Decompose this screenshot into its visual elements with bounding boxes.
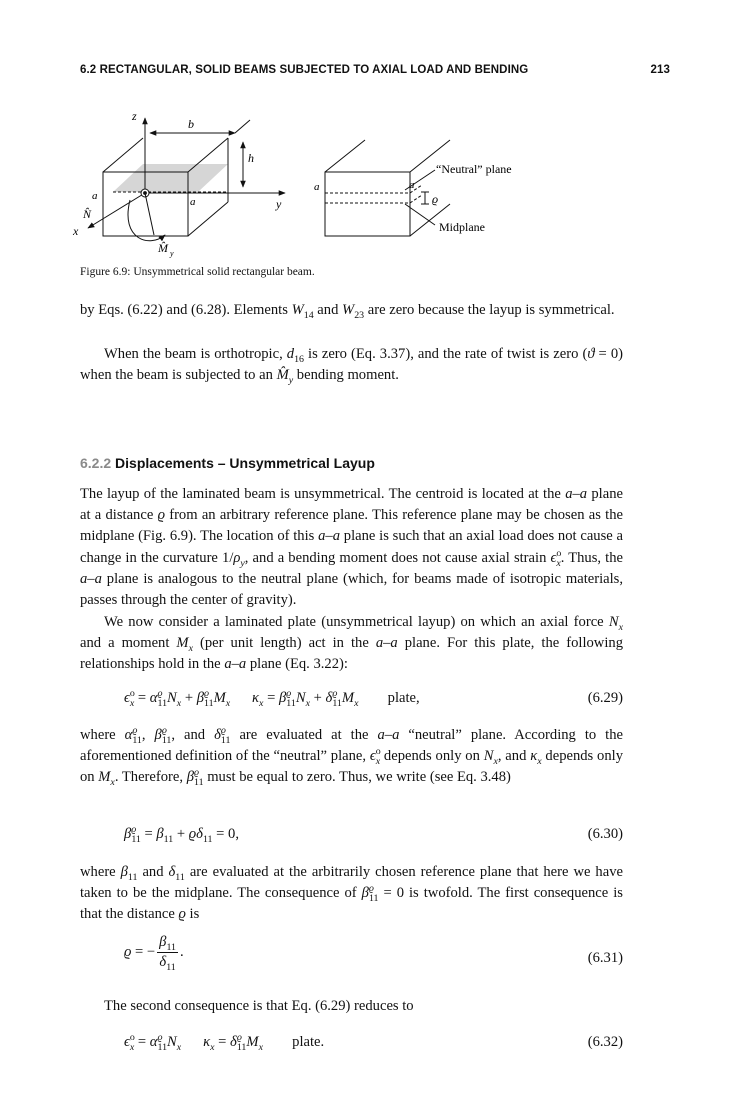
- eq-6-29-word: plate,: [387, 690, 420, 706]
- label-h: h: [248, 151, 254, 165]
- figure-caption: Figure 6.9: Unsymmetrical solid rectangular beam.: [80, 266, 315, 278]
- label-m-hat-sub: y: [170, 249, 174, 258]
- label-b: b: [188, 117, 194, 131]
- eq-number-6-32: (6.32): [587, 1034, 623, 1050]
- equation-6-30: $\beta^ϱ_{11} = \beta_{11} + ϱ\delta_{11} = 0$, (6.30): [124, 824, 623, 845]
- section-number: 6.2.2: [80, 455, 112, 471]
- label-a-right: a: [190, 196, 196, 208]
- paragraph-5: where $\alpha^ϱ_{11}$, $\beta^ϱ_{11}$, and $\delta^ϱ_{11}$ are evaluated at the a–a “neutral” plane. According to the aforementioned definition of the “neutral” plane, $\epsilon^o_x$ depends only on $N_x$, and $\kappa_x$ depends only on $M_x$. Therefore, $\beta^ϱ_{11}$ must be equal to zero. Thus, we write (see Eq. 3.48): [80, 725, 623, 789]
- eq-number-6-30: (6.30): [587, 826, 623, 842]
- paragraph-3: The layup of the laminated beam is unsymmetrical. The centroid is located at the a–a plane at a distance ϱ from an arbitrary reference plane. This reference plane may be chosen as the midplane (Fig. 6.9). The location of this a–a plane is such that an axial load does not cause a change in the curvature $1/\rho_y$, and a bending moment does not cause axial strain $\epsilon^o_x$. Thus, the a–a plane is analogous to the neutral plane (which, for beams made of isotropic materials, passes through the center of gravity).: [80, 486, 623, 609]
- paragraph-4: We now consider a laminated plate (unsymmetrical layup) on which an axial force $N_x$ and a moment $M_x$ (per unit length) act in the a–a plane. For this plate, the following relationships hold in the a–a plane (Eq. 3.22):: [80, 614, 623, 673]
- label-midplane: Midplane: [439, 220, 485, 234]
- label-y: y: [276, 197, 282, 211]
- label-x: x: [73, 224, 79, 238]
- running-header: [80, 64, 670, 82]
- label-a-right-box: a: [409, 179, 415, 191]
- label-a-left: a: [92, 190, 98, 202]
- eq-number-6-29: (6.29): [587, 690, 623, 706]
- equation-6-29: $\epsilon^o_x = \alpha^ϱ_{11}N_x + \beta^ϱ_{11}M_x$ $\kappa_x = \beta^ϱ_{11}N_x + \delta^ϱ_{11}M_x$ plate, (6.29): [124, 688, 623, 709]
- label-a-right-box-left: a: [314, 181, 320, 193]
- paragraph-6: where $\beta_{11}$ and $\delta_{11}$ are evaluated at the arbitrarily chosen reference plane that here we have taken to be the midplane. The consequence of $\beta^ϱ_{11} = 0$ is twofold. The first consequence is that the distance ϱ is: [80, 864, 623, 923]
- header-title: 6.2 RECTANGULAR, SOLID BEAMS SUBJECTED TO AXIAL LOAD AND BENDING: [80, 64, 529, 76]
- section-heading: [80, 455, 375, 471]
- label-z: z: [132, 109, 137, 123]
- paragraph-2: When the beam is orthotropic, $d_{16}$ is zero (Eq. 3.37), and the rate of twist is zero (ϑ = 0) when the beam is subjected to an $M̂_y$ bending moment.: [80, 346, 623, 387]
- left-beam-drawing: [88, 118, 285, 241]
- label-rho: ϱ: [432, 192, 439, 206]
- equation-6-31: ϱ = − $\frac{\beta_{11}}{\delta_{11}}$ . (6.31): [124, 934, 623, 973]
- figure-6-9: [70, 100, 570, 265]
- equation-6-32: $\epsilon^o_x = \alpha^ϱ_{11}N_x$ $\kappa_x = \delta^ϱ_{11}M_x$ plate. (6.32): [124, 1032, 623, 1053]
- label-neutral-plane: “Neutral” plane: [436, 162, 512, 176]
- label-n-hat: N̂: [83, 207, 92, 221]
- right-beam-drawing: [325, 140, 450, 236]
- paragraph-7: The second consequence is that Eq. (6.29) reduces to: [104, 998, 414, 1014]
- eq-number-6-31: (6.31): [587, 950, 623, 966]
- section-title: Displacements – Unsymmetrical Layup: [115, 455, 375, 471]
- page-number: 213: [650, 64, 670, 76]
- eq-6-32-word: plate.: [292, 1034, 325, 1050]
- paragraph-1: by Eqs. (6.22) and (6.28). Elements $W_{14}$ and $W_{23}$ are zero because the layup is symmetrical.: [80, 302, 615, 321]
- label-m-hat: M̂: [158, 241, 168, 255]
